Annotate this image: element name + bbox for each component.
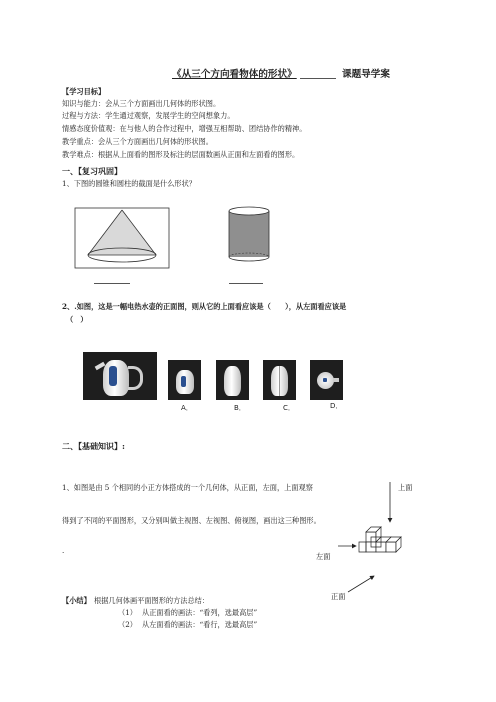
summary-item-1-text: 从正面看的画法：“看列，选最高层”: [142, 608, 258, 617]
summary-heading: 【小结】: [62, 596, 91, 605]
front-view-arrow: [348, 576, 374, 592]
label-top-view: 上面: [398, 483, 413, 492]
question-1: 1、下图的圆锥和圆柱的截面是什么形状？: [62, 179, 196, 188]
cylinder-top: [229, 207, 269, 215]
goal-line: 过程与方法：学生通过观察，发展学生的空间想象力。: [62, 111, 235, 120]
cylinder-figure: [226, 206, 272, 266]
goal-line: 教学重点：会从三个方面画出几何体的形状图。: [62, 137, 213, 146]
option-a-photo[interactable]: [168, 360, 201, 400]
page-subtitle: 课题导学案: [342, 69, 390, 80]
goal-line: 教学难点：根据从上面看的图形及标注的层面数画从正面和左面看的图形。: [62, 150, 300, 159]
summary-text: 根据几何体画平面图形的方法总结：: [94, 596, 210, 605]
option-b-label: B．: [234, 404, 246, 412]
goal-line: 情感态度价值观：在与他人的合作过程中，增强互相帮助、团结协作的精神。: [62, 124, 307, 133]
summary-item-2-text: 从左面看的画法：“看行，选最高层”: [142, 620, 258, 629]
answer-blank-cylinder: [229, 283, 263, 284]
option-a-label: A．: [181, 404, 193, 412]
cubes-diagram: [330, 478, 430, 598]
summary-item-2-num: （2）: [118, 620, 137, 629]
option-d-photo[interactable]: [310, 360, 343, 400]
answer-blank-cone: [94, 283, 130, 284]
option-c-label: C．: [283, 404, 295, 412]
cube-stack: [359, 527, 401, 552]
option-c-photo[interactable]: [263, 360, 296, 400]
option-d-label: D．: [330, 402, 343, 410]
cylinder-bottom-front: [229, 257, 269, 261]
question-2-line-1: 2、.如图，这是一幅电热水壶的正面图，则从它的上面看应该是（ ），从左面看应该是: [62, 302, 347, 311]
kettle-front-photo: [83, 352, 157, 400]
label-left-view: 左面: [316, 552, 331, 561]
summary-item-1-num: （1）: [118, 608, 137, 617]
goals-heading: 【学习目标】: [62, 87, 106, 96]
cone-figure: [74, 206, 170, 270]
goal-line: 知识与能力：会从三个方面画出几何体的形状图。: [62, 99, 221, 108]
title-underline: [300, 78, 336, 79]
page-title: 《从三个方向看物体的形状》: [172, 69, 297, 80]
basics-dot: .: [62, 546, 65, 555]
cylinder-section: [229, 211, 269, 257]
basics-heading: 二、【基础知识】:: [62, 441, 125, 451]
review-heading: 一、【复习巩固】: [62, 166, 122, 176]
label-front-view: 正面: [331, 592, 346, 601]
basics-line-2: 得到了不同的平面图形，又分别叫做主视图、左视图、俯视图，画出这三种图形。: [62, 516, 321, 525]
option-b-photo[interactable]: [216, 360, 249, 400]
basics-line-1: 1、如图是由 5 个相同的小正方体搭成的一个几何体，从正面，左面，上面观察: [62, 483, 313, 492]
question-2-line-2: （ ）: [66, 315, 88, 324]
